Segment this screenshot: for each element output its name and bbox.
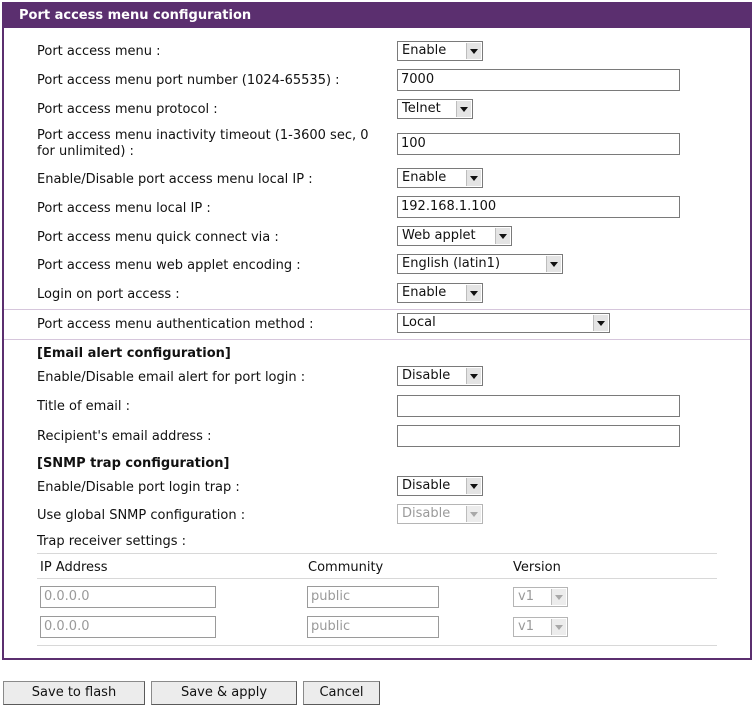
divider [4,309,750,310]
email-title-label: Title of email : [37,399,131,414]
email-toggle-select[interactable] [397,366,483,386]
dropdown-arrow-icon [551,619,566,635]
dropdown-arrow-icon [546,256,561,272]
snmp-global-label: Use global SNMP configuration : [37,508,246,523]
table-divider [37,645,717,646]
auth-value: Local [402,315,436,330]
login-select[interactable] [397,283,483,303]
dropdown-arrow-icon [466,285,481,301]
quick-connect-value: Web applet [402,228,476,243]
dropdown-arrow-icon [495,228,510,244]
save-apply-button[interactable]: Save & apply [151,681,297,705]
divider [4,339,750,340]
table-divider [37,553,717,554]
trap-version-value: v1 [518,589,534,604]
local-ip-label: Port access menu local IP : [37,201,211,216]
cancel-button[interactable]: Cancel [303,681,380,705]
dropdown-arrow-icon [456,101,471,117]
trap-version-select [513,587,568,607]
trap-community-input: public [307,616,439,638]
trap-receiver-label: Trap receiver settings : [37,534,187,549]
quick-connect-label: Port access menu quick connect via : [37,230,279,245]
col-version-header: Version [513,560,561,575]
trap-ip-input: 0.0.0.0 [40,616,216,638]
email-title-input[interactable] [397,395,680,417]
dropdown-arrow-icon [466,43,481,59]
pam-select[interactable] [397,41,483,61]
col-ip-header: IP Address [40,560,108,575]
local-ip-toggle-value: Enable [402,170,447,185]
col-community-header: Community [308,560,384,575]
trap-ip-input: 0.0.0.0 [40,586,216,608]
protocol-label: Port access menu protocol : [37,102,218,117]
snmp-toggle-label: Enable/Disable port login trap : [37,480,240,495]
dropdown-arrow-icon [466,368,481,384]
table-divider [37,578,717,579]
login-value: Enable [402,285,447,300]
snmp-global-value: Disable [402,506,451,521]
encoding-value: English (latin1) [402,256,501,271]
dropdown-arrow-icon [593,315,608,331]
recipient-input[interactable] [397,425,680,447]
email-toggle-value: Disable [402,368,451,383]
panel-title: Port access menu configuration [4,4,750,28]
protocol-value: Telnet [402,101,441,116]
save-to-flash-button[interactable]: Save to flash [3,681,145,705]
trap-version-select [513,617,568,637]
dropdown-arrow-icon [466,506,481,522]
recipient-label: Recipient's email address : [37,429,212,444]
login-label: Login on port access : [37,287,180,302]
snmp-toggle-value: Disable [402,478,451,493]
email-section-title: [Email alert configuration] [37,346,231,361]
snmp-section-title: [SNMP trap configuration] [37,456,230,471]
local-ip-toggle-label: Enable/Disable port access menu local IP : [37,172,313,187]
encoding-select[interactable] [397,254,563,274]
local-ip-toggle-select[interactable] [397,168,483,188]
pam-label: Port access menu : [37,44,161,59]
port-input[interactable]: 7000 [397,69,680,91]
port-label: Port access menu port number (1024-65535) : [37,73,340,88]
trap-version-value: v1 [518,619,534,634]
protocol-select[interactable] [397,99,473,119]
auth-select[interactable] [397,313,610,333]
dropdown-arrow-icon [466,170,481,186]
encoding-label: Port access menu web applet encoding : [37,258,301,273]
auth-label: Port access menu authentication method : [37,317,314,332]
dropdown-arrow-icon [466,478,481,494]
quick-connect-select[interactable] [397,226,512,246]
pam-value: Enable [402,43,447,58]
snmp-global-select [397,504,483,524]
inactivity-label: Port access menu inactivity timeout (1-3600 sec, 0 for unlimited) : [37,128,369,159]
inactivity-input[interactable]: 100 [397,133,680,155]
snmp-toggle-select[interactable] [397,476,483,496]
dropdown-arrow-icon [551,589,566,605]
email-toggle-label: Enable/Disable email alert for port login : [37,370,306,385]
local-ip-input[interactable]: 192.168.1.100 [397,196,680,218]
trap-community-input: public [307,586,439,608]
